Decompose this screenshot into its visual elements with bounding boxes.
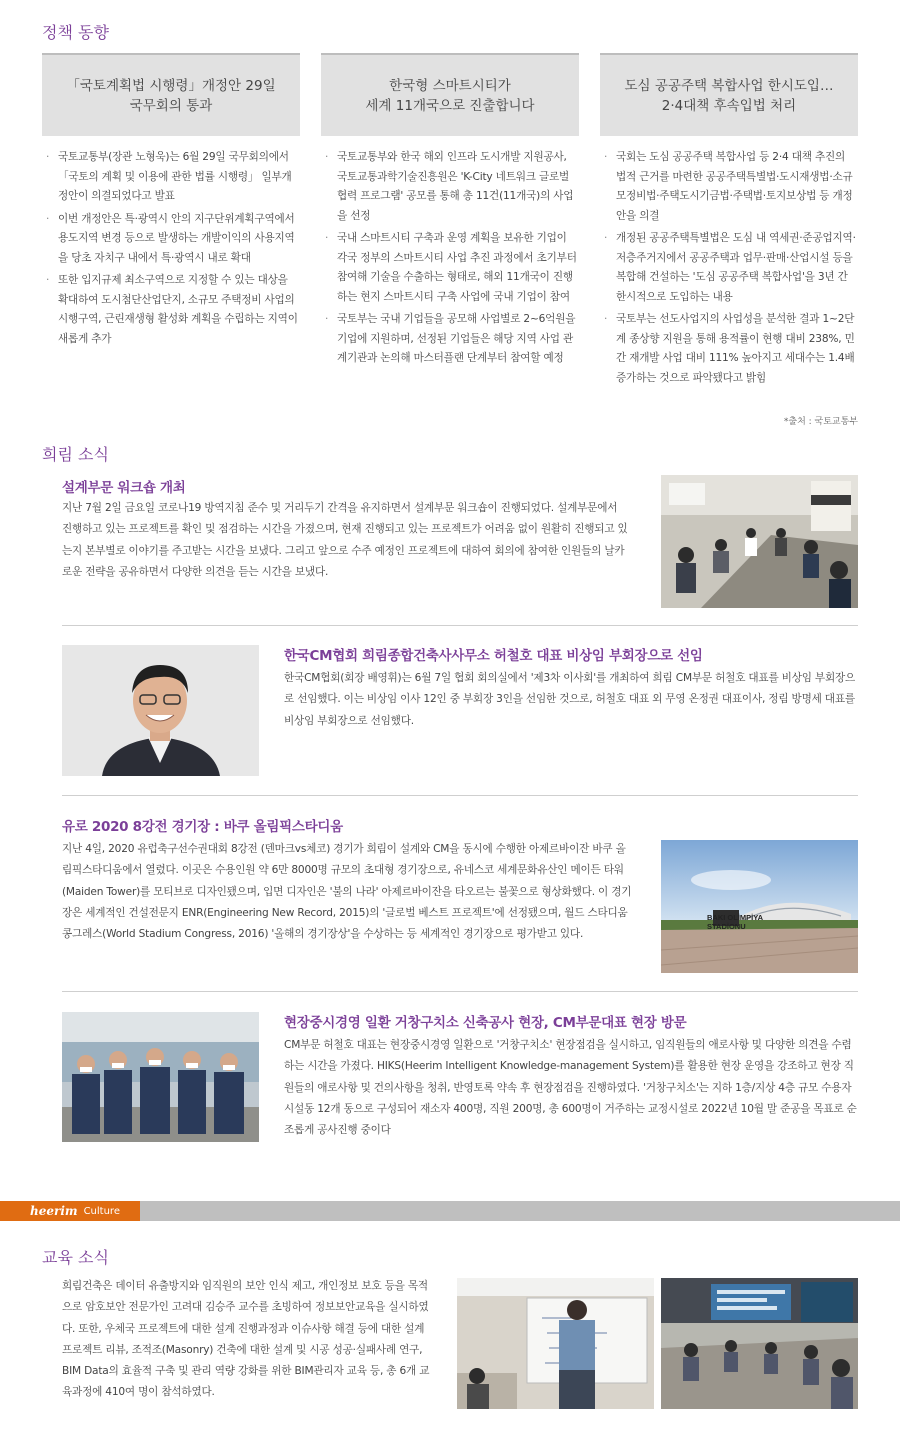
policy-bullet: · 또한 입지규제 최소구역으로 지정할 수 있는 대상을 확대하여 도시첨단산업단지, 소규모 주택정비 사업의 시행구역, 근린재생형 활성화 계획을 수립하는 지역이 새롭게 추가 (42, 271, 300, 349)
news-body-cm-association: 한국CM협회(회장 배영휘)는 6월 7일 협회 회의실에서 '제3차 이사회'를 개최하여 희림 CM부문 허철호 대표를 비상임 부회장으로 선임했다. 이는 비상임 이사 12인 중 부회장 3인을 선임한 것으로, 허철호 대표 외 무영 온정권 대표이사, 정림 방명세 대표를 비상임 부회장으로 선임했다. (284, 672, 856, 727)
culture-label: Culture (83, 1205, 120, 1217)
education-photo-1 (457, 1278, 654, 1409)
policy-column-3 (600, 53, 858, 391)
portrait-photo (62, 645, 259, 776)
policy-bullet-list (600, 148, 858, 388)
policy-bullet: · 국토부는 국내 기업들을 공모해 사업별로 2~6억원을 기업에 지원하며, 선정된 기업들은 해당 지역 사업 관계기관과 논의해 마스터플랜 단계부터 참여할 예정 (321, 310, 579, 369)
news-body-baku-stadium: 지난 4일, 2020 유럽축구선수권대회 8강전 (덴마크vs체코) 경기가 희림이 설계와 CM을 동시에 수행한 아제르바이잔 바쿠 올림픽스타디움에서 열렸다. 이곳은 수용인원 약 6만 8000명 규모의 초대형 경기장으로, 유네스코 세계문화유산인 메이든 타워(Maiden Tower)를 모티브로 디자인됐으며, 입면 디자인은 '불의 나라' 아제르바이잔을 타오르는 불꽃으로 형상화했다. 이 경기장은 세계적인 건설전문지 ENR(Engineering New Record, 2015)의 '글로벌 베스트 프로젝트'에 선정됐으며, 월드 스타디움 콩그레스(World Stadium Congress, 2016) '올해의 경기장상'을 수상하는 등 세계적인 경기장으로 평가받고 있다. (62, 843, 632, 941)
policy-bullet: · 이번 개정안은 특·광역시 안의 지구단위계획구역에서 용도지역 변경 등으로 발생하는 개발이익의 사용지역을 당초 자치구 내에서 특·광역시 내로 확대 (42, 210, 300, 269)
policy-column-1 (42, 53, 300, 352)
policy-bullet: · 국토교통부와 한국 해외 인프라 도시개발 지원공사, 국토교통과학기술진흥원은 'K-City 네트워크 글로벌 협력 프로그램' 공모를 통해 총 11건(11개국)의 사업을 선정 (321, 148, 579, 226)
policy-bullet-list (321, 148, 579, 369)
education-body: 희림건축은 데이터 유출방지와 임직원의 보안 인식 제고, 개인정보 보호 등을 목적으로 암호보안 전문가인 고려대 김승주 교수를 초빙하여 정보보안교육을 실시하였다. 또한, 우체국 프로젝트에 대한 설계 진행과정과 이슈사항 해결 등에 대한 설계 프로젝트 리뷰, 조적조(Masonry) 건축에 대한 설계 및 시공 성공·실패사례 연구, BIM Data의 효율적 구축 및 관리 역량 강화를 위한 BIM관리자 교육 등, 총 6개 교육과정에 410여 명이 참석하였다. (62, 1280, 430, 1399)
workshop-photo (661, 475, 858, 608)
education-photo-2 (661, 1278, 858, 1409)
section-divider (62, 625, 858, 626)
policy-bullet: · 국회는 도심 공공주택 복합사업 등 2·4 대책 추진의 법적 근거를 마련한 공공주택특별법·도시재생법·소규모정비법·주택도시기금법·주택법·토지보상법 등 개정안을 의결 (600, 148, 858, 226)
policy-heading: 한국형 스마트시티가 세계 11개국으로 진출합니다 (321, 53, 579, 136)
policy-bullet: · 국내 스마트시티 구축과 운영 계획을 보유한 기업이 각국 정부의 스마트시티 사업 추진 과정에서 초기부터 참여해 기술을 수출하는 형태로, 해외 11개국이 진행하는 현지 스마트시티 구축 사업에 국내 기업이 참여 (321, 229, 579, 307)
news-body-workshop: 지난 7월 2일 금요일 코로나19 방역지침 준수 및 거리두기 간격을 유지하면서 설계부문 워크숍이 진행되었다. 설계부문에서 진행하고 있는 프로젝트를 확인 및 점검하는 시간을 가졌으며, 현재 진행되고 있는 프로젝트가 어려움 없이 원활히 진행되고 있는지 본부별로 이야기를 주고받는 시간을 보냈다. 그리고 앞으로 수주 예정인 프로젝트에 대하여 회의에 참여한 인원들의 날카로운 전략을 공유하면서 다양한 의견을 듣는 시간을 보냈다. (62, 502, 628, 578)
section-divider (62, 991, 858, 992)
policy-column-2 (321, 53, 579, 372)
news-title-site-visit: 현장중시경영 일환 거창구치소 신축공사 현장, CM부문대표 현장 방문 (284, 1015, 687, 1031)
education-section-title: 교육 소식 (42, 1248, 109, 1267)
policy-bullet: · 국토교통부(장관 노형욱)는 6월 29일 국무회의에서 「국토의 계획 및 이용에 관한 법률 시행령」 일부개정안이 의결되었다고 발표 (42, 148, 300, 207)
policy-bullet-list (42, 148, 300, 349)
culture-badge (0, 1201, 140, 1221)
baku-stadium-photo (661, 840, 858, 973)
policy-bullet: · 개정된 공공주택특별법은 도심 내 역세권·준공업지역·저층주거지에서 공공주택과 업무·판매·산업시설 등을 복합해 건설하는 '도심 공공주택 복합사업'을 3년 간 한시적으로 도입하는 내용 (600, 229, 858, 307)
news-title-workshop: 설계부문 워크숍 개최 (62, 480, 186, 496)
news-title-cm-association: 한국CM협회 희림종합건축사사무소 허철호 대표 비상임 부회장으로 선임 (284, 648, 703, 664)
news-title-baku-stadium: 유로 2020 8강전 경기장 : 바쿠 올림픽스타디움 (62, 819, 343, 835)
policy-bullet: · 국토부는 선도사업지의 사업성을 분석한 결과 1~2단계 종상향 지원을 통해 용적률이 현행 대비 238%, 민간 재개발 사업 대비 111% 높아지고 세대수는 1.4배 증가하는 것으로 파악됐다고 밝힘 (600, 310, 858, 388)
policy-heading: 「국토계획법 시행령」개정안 29일 국무회의 통과 (42, 53, 300, 136)
culture-brand: heerim (30, 1204, 78, 1218)
site-visit-photo (62, 1012, 259, 1142)
policy-heading: 도심 공공주택 복합사업 한시도입… 2·4대책 후속입법 처리 (600, 53, 858, 136)
heerim-news-section-title: 희림 소식 (42, 445, 109, 464)
section-divider (62, 795, 858, 796)
source-note: *출처 : 국토교통부 (783, 417, 858, 427)
news-body-site-visit: CM부문 허철호 대표는 현장중시경영 일환으로 '거창구치소' 현장점검을 실시하고, 임직원들의 애로사항 및 다양한 의견을 수렴하는 시간을 가졌다. HIKS(Heerim Intelligent Knowledge-management System)를 활용한 현장 운영을 강조하고 현장 직원들의 애로사항 및 건의사항을 청취, 반영토록 약속 후 현장점검을 진행하였다. '거창구치소'는 지하 1층/지상 4층 규모 수용자시설동 12개 동으로 구성되어 재소자 400명, 직원 200명, 총 600명이 거주하는 교정시설로 2022년 10월 말 준공을 목표로 순조롭게 공사진행 중이다 (284, 1039, 857, 1137)
stadium-sign: BAKI OLİMPİYA STADİONU (707, 913, 763, 931)
policy-section-title: 정책 동향 (42, 23, 109, 42)
